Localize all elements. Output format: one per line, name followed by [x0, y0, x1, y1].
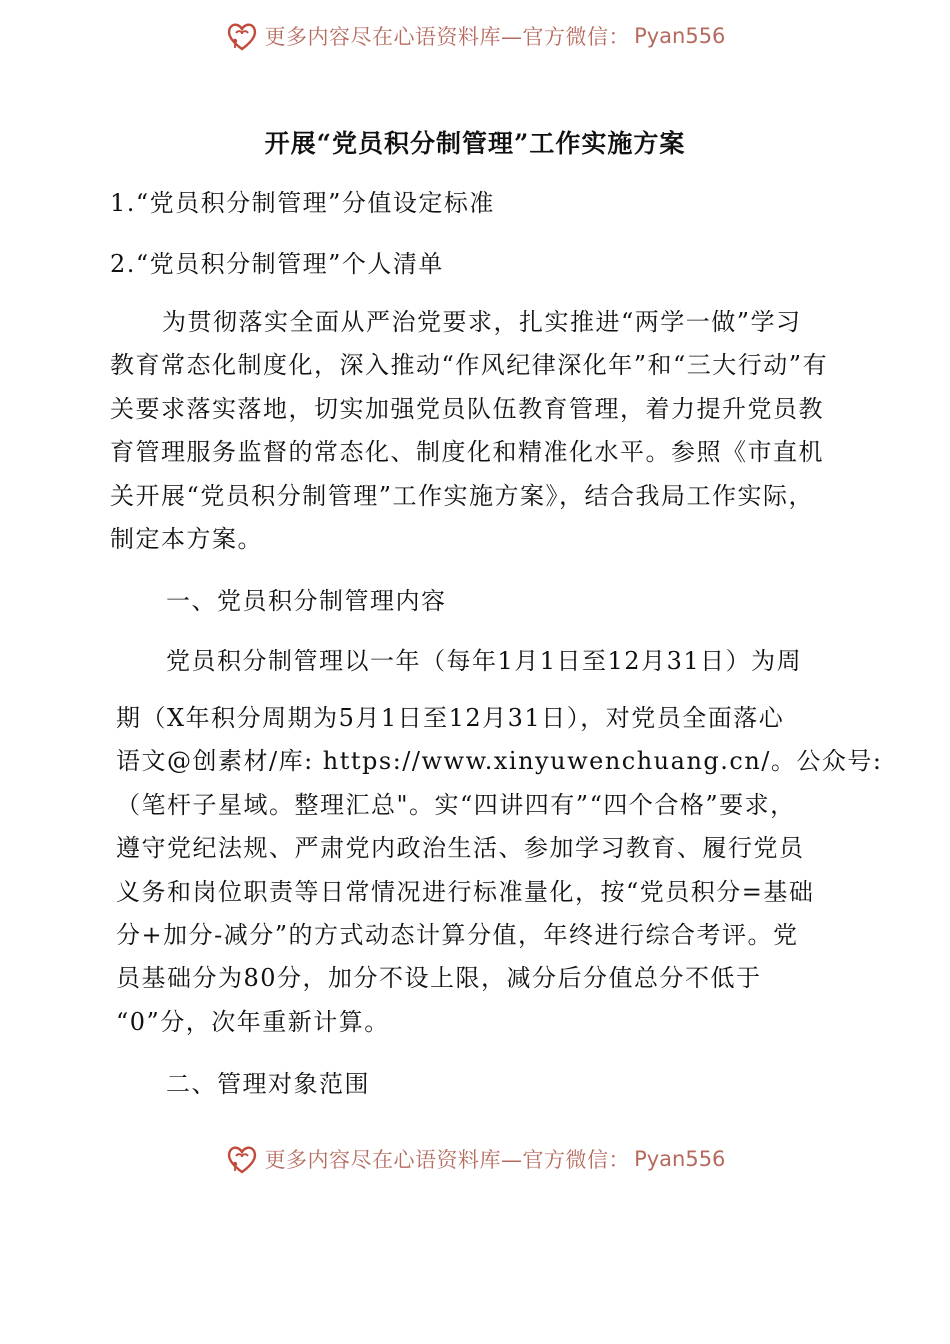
section-1-line-4: 遵守党纪法规、严肃党内政治生活、参加学习教育、履行党员	[116, 834, 805, 863]
watermark-text: 更多内容尽在心语资料库—官方微信：	[264, 1148, 631, 1172]
section-1-heading: 一、党员积分制管理内容	[166, 587, 447, 615]
intro-paragraph	[110, 301, 828, 561]
section-1-line-5: 义务和岗位职责等日常情况进行标准量化，按“党员积分=基础	[116, 877, 815, 906]
intro-line-5: 关开展“党员积分制管理”工作实施方案》，结合我局工作实际，	[110, 481, 815, 510]
watermark-header	[0, 18, 950, 54]
list-item-2: 2.“党员积分制管理”个人清单	[110, 250, 444, 278]
document-title: 开展“党员积分制管理”工作实施方案	[264, 129, 686, 158]
section-1-line-7: 员基础分为80分，加分不设上限，减分后分值总分不低于	[116, 964, 762, 993]
intro-line-6: 制定本方案。	[110, 525, 263, 554]
section-1-line-3: （笔杆子星域。整理汇总"。实“四讲四有”“四个合格”要求，	[116, 790, 796, 819]
list-item-1: 1.“党员积分制管理”分值设定标准	[110, 189, 495, 217]
section-1-paragraph	[116, 697, 882, 1044]
section-1-line-6: 分+加分-减分”的方式动态计算分值，年终进行综合考评。党	[116, 921, 799, 950]
watermark-footer	[0, 1141, 950, 1177]
heart-brain-logo-icon	[225, 1142, 259, 1176]
watermark-text: 更多内容尽在心语资料库—官方微信：	[264, 25, 631, 49]
watermark-wechat-id: Pyan556	[634, 24, 726, 48]
section-2-heading: 二、管理对象范围	[166, 1070, 370, 1098]
intro-line-1: 为贯彻落实全面从严治党要求，扎实推进“两学一做”学习	[162, 308, 802, 336]
section-1-line-1: 期（X年积分周期为5月1日至12月31日），对党员全面落心	[116, 704, 785, 732]
intro-line-4: 育管理服务监督的常态化、制度化和精准化水平。参照《市直机	[110, 438, 824, 467]
intro-line-2: 教育常态化制度化，深入推动“作风纪律深化年”和“三大行动”有	[110, 351, 829, 380]
heart-brain-logo-icon	[225, 19, 259, 53]
watermark-wechat-id: Pyan556	[634, 1147, 726, 1171]
section-1-line-8: “0”分，次年重新计算。	[116, 1007, 390, 1036]
section-1-first-line: 党员积分制管理以一年（每年1月1日至12月31日）为周	[166, 647, 803, 675]
intro-line-3: 关要求落实落地，切实加强党员队伍教育管理，着力提升党员教	[110, 394, 824, 423]
section-1-line-2: 语文@创素材/库: https://www.xinyuwenchuang.cn/。公众号:	[116, 747, 883, 776]
